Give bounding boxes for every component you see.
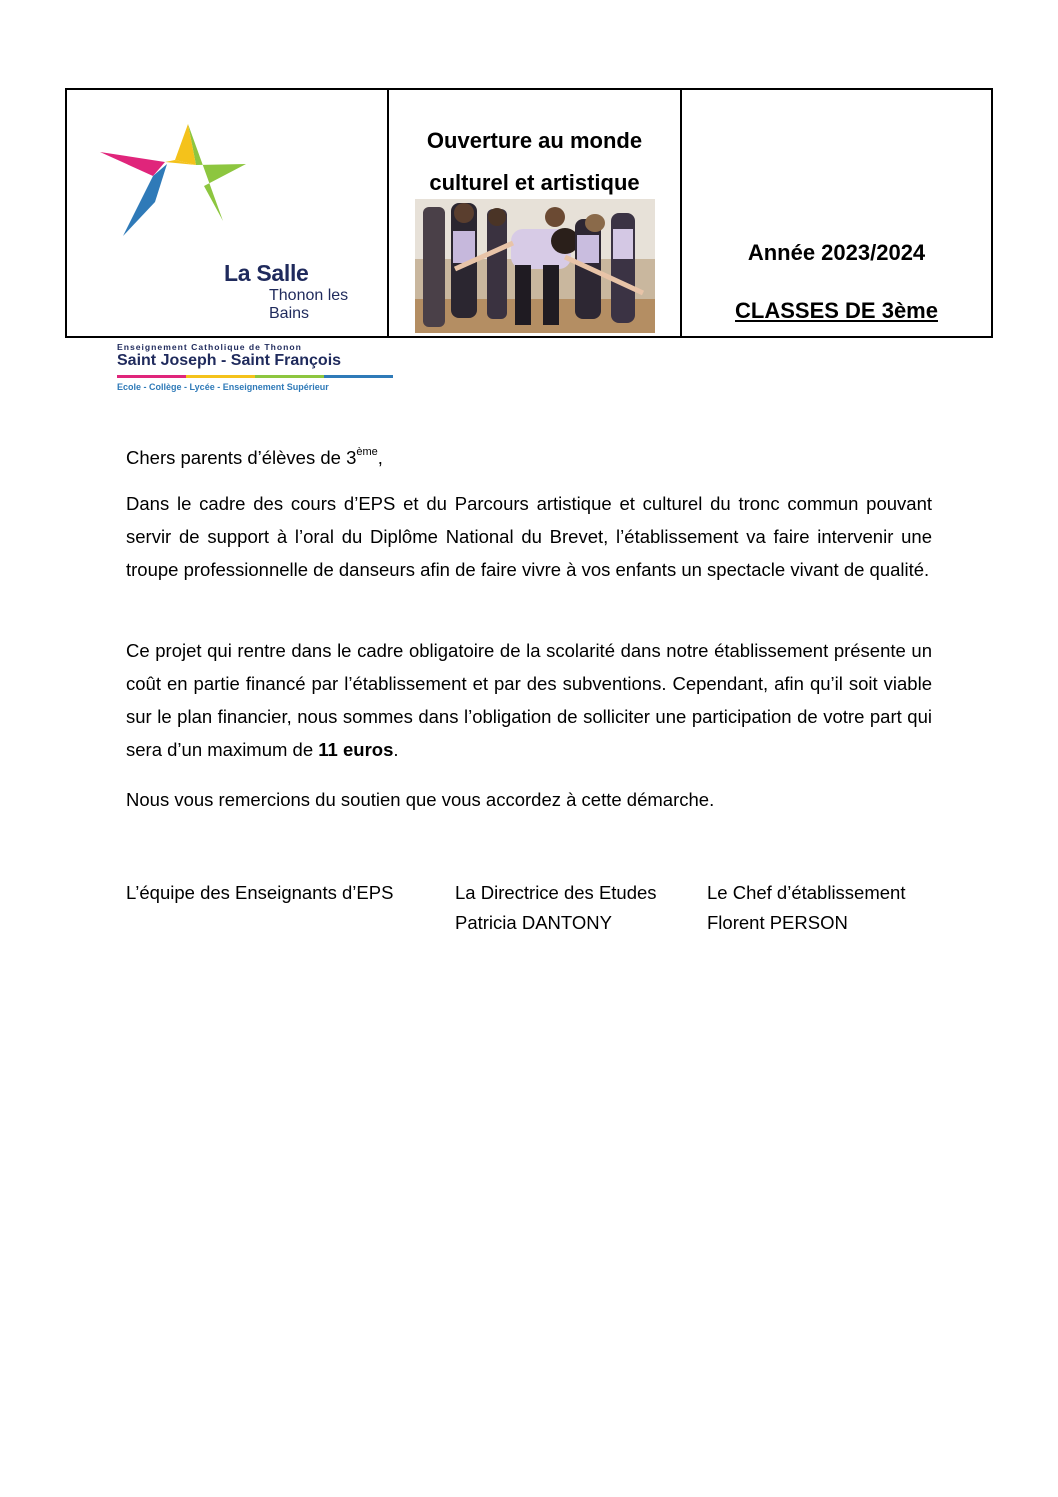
class-level: CLASSES DE 3ème [735,298,938,323]
signature-principal [707,878,905,938]
brand-name: La Salle [224,260,309,286]
participation-amount: 11 euros [318,739,394,760]
title-line-1: Ouverture au monde [426,128,643,153]
signature-role: Le Chef d’établissement [707,882,906,903]
signature-role: L’équipe des Enseignants d’EPS [126,882,394,903]
logo-organisation: Enseignement Catholique de Thonon [117,342,302,352]
dancers-photo-image [415,199,655,333]
paragraph-3: Nous vous remercions du soutien que vous accordez à cette démarche. [126,789,715,810]
paragraph-1: Dans le cadre des cours d’EPS et du Parcours artistique et culturel du tronc commun pouvant servir de support à l’oral du Diplôme National du Brevet, l’établissement va faire intervenir une troupe professionnelle de danseurs afin de faire vivre à vos enfants un spectacle vivant de qualité. [126,493,932,580]
title-line-2: culturel et artistique [429,170,640,195]
paragraph-2-text: Ce projet qui rentre dans le cadre obligatoire de la scolarité dans notre établissement présente un coût en partie financé par l’établissement et par des subventions. Cependant, afin qu’il soit viable sur le plan financier, nous sommes dans l’obligation de solliciter une participation de votre part qui sera d’un maximum de [126,640,932,760]
signature-name: Florent PERSON [707,912,848,933]
signature-name: Patricia DANTONY [455,912,612,933]
salutation-comma: , [377,447,383,468]
paragraph-2-end: . [393,739,399,760]
signature-role: La Directrice des Etudes [455,882,657,903]
signature-eps-team [126,878,393,908]
logo-cell [67,90,389,392]
logo-color-stripe [117,375,393,378]
salutation-superscript: ème [356,446,378,458]
salutation [126,436,932,474]
year-cell [682,90,991,336]
title-cell [389,90,682,336]
paragraph-2 [126,634,932,766]
school-year: Année 2023/2024 [747,240,926,265]
brand-city: Thonon les Bains [269,287,349,322]
logo-levels: Ecole - Collège - Lycée - Enseignement Supérieur [117,382,329,392]
logo-school-name: Saint Joseph - Saint François [117,352,342,369]
dancers-photo [415,199,655,333]
header-table [65,88,993,392]
star-logo-icon [95,120,335,240]
salutation-text: Chers parents d’élèves de 3 [126,447,357,468]
document-title [389,120,680,204]
signature-director [455,878,657,938]
